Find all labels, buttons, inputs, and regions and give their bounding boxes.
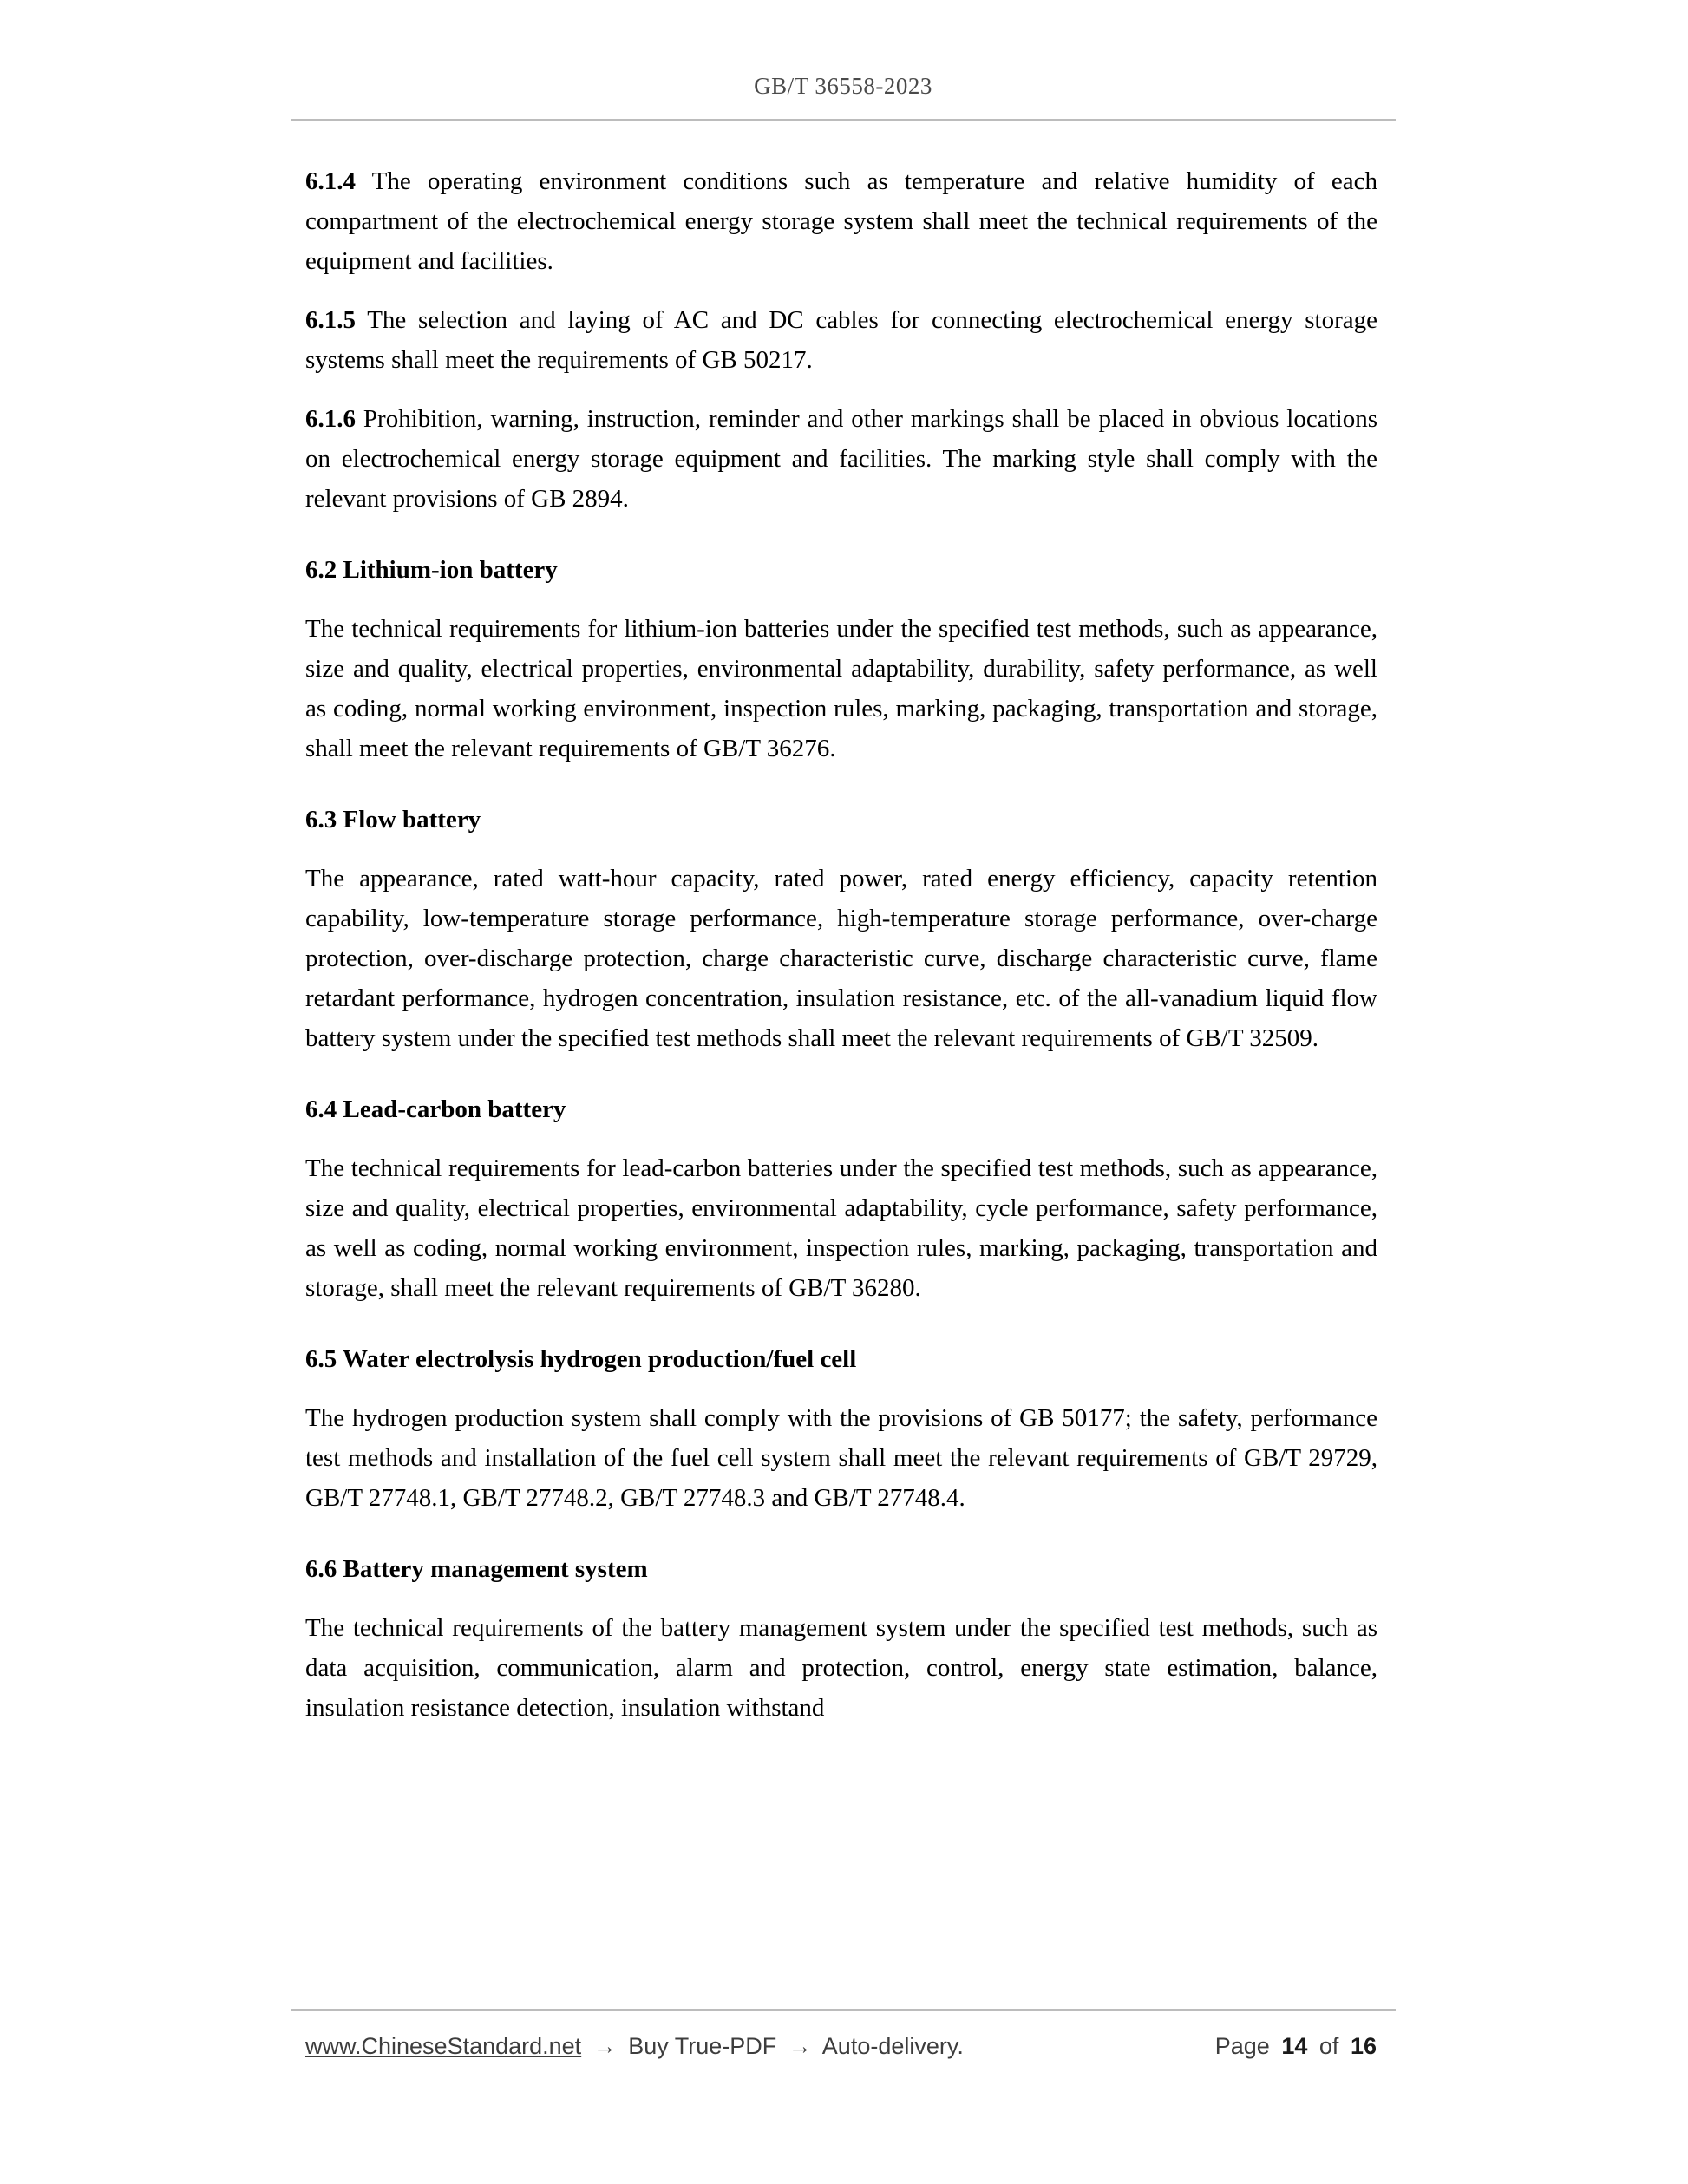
section-heading-6-3: 6.3 Flow battery (305, 806, 481, 834)
of-label: of (1318, 2033, 1339, 2059)
clause-number: 6.1.4 (305, 167, 356, 195)
page-footer (291, 2009, 1396, 2060)
paragraph-6-5: The hydrogen production system shall comply with the provisions of GB 50177; the safety, performance test methods and installation of the fuel cell system shall meet the relevant requirements of GB/T 29729, GB/T 27748.1, GB/T 27748.2, GB/T 27748.3 and GB/T 27748.4. (305, 1404, 1377, 1512)
clause-number: 6.1.6 (305, 405, 356, 433)
page-header (291, 0, 1396, 121)
paragraph-6-1-4 (305, 161, 1377, 281)
arrow-icon: → (592, 2033, 617, 2059)
section-heading-6-4: 6.4 Lead-carbon battery (305, 1095, 566, 1123)
paragraph-6-4: The technical requirements for lead-carbon batteries under the specified test methods, such as appearance, size and quality, electrical properties, environmental adaptability, cycle performance, safety performance, as well as coding, normal working environment, inspection rules, marking, packaging, transportation and storage, shall meet the relevant requirements of GB/T 36280. (305, 1154, 1377, 1302)
paragraph-6-2: The technical requirements for lithium-ion batteries under the specified test methods, such as appearance, size and quality, electrical properties, environmental adaptability, durability, safety performance, as well as coding, normal working environment, inspection rules, marking, packaging, transportation and storage, shall meet the relevant requirements of GB/T 36276. (305, 615, 1377, 762)
section-heading-6-2: 6.2 Lithium-ion battery (305, 556, 558, 584)
clause-text: The selection and laying of AC and DC cables for connecting electrochemical energy storage systems shall meet the requirements of GB 50217. (305, 306, 1377, 374)
current-page-number: 14 (1281, 2033, 1308, 2059)
clause-text: The operating environment conditions such as temperature and relative humidity of each compartment of the electrochemical energy storage system shall meet the technical requirements of the equipment and facilities. (305, 167, 1377, 275)
header-divider (291, 119, 1396, 121)
delivery-label: Auto-delivery. (821, 2033, 964, 2059)
document-body (305, 161, 1377, 1747)
section-heading-6-5: 6.5 Water electrolysis hydrogen production/fuel cell (305, 1345, 857, 1373)
paragraph-6-3: The appearance, rated watt-hour capacity, rated power, rated energy efficiency, capacity retention capability, low-temperature storage performance, high-temperature storage performance, over-charge protection, over-discharge protection, charge characteristic curve, discharge characteristic curve, flame retardant performance, hydrogen concentration, insulation resistance, etc. of the all-vanadium liquid flow battery system under the specified test methods shall meet the relevant requirements of GB/T 32509. (305, 865, 1377, 1052)
total-page-number: 16 (1350, 2033, 1377, 2059)
clause-text: Prohibition, warning, instruction, reminder and other markings shall be placed in obvious locations on electrochemical energy storage equipment and facilities. The marking style shall comply with the relevant provisions of GB 2894. (305, 405, 1378, 513)
footer-divider (291, 2009, 1396, 2011)
arrow-icon: → (788, 2033, 812, 2059)
clause-number: 6.1.5 (305, 306, 356, 334)
paragraph-6-1-6 (305, 399, 1377, 519)
footer-info (305, 2033, 969, 2060)
page-label: Page (1214, 2033, 1270, 2059)
paragraph-6-6: The technical requirements of the battery management system under the specified test methods, such as data acquisition, communication, alarm and protection, control, energy state estimation, balance, insulation resistance detection, insulation withstand (305, 1614, 1377, 1722)
section-heading-6-6: 6.6 Battery management system (305, 1555, 648, 1583)
page-indicator (1210, 2033, 1377, 2060)
footer-row (291, 2033, 1396, 2060)
paragraph-6-1-5 (305, 300, 1377, 380)
buy-pdf-label: Buy True-PDF (628, 2033, 777, 2059)
document-title: GB/T 36558-2023 (754, 73, 932, 99)
site-link[interactable]: www.ChineseStandard.net (305, 2033, 582, 2059)
